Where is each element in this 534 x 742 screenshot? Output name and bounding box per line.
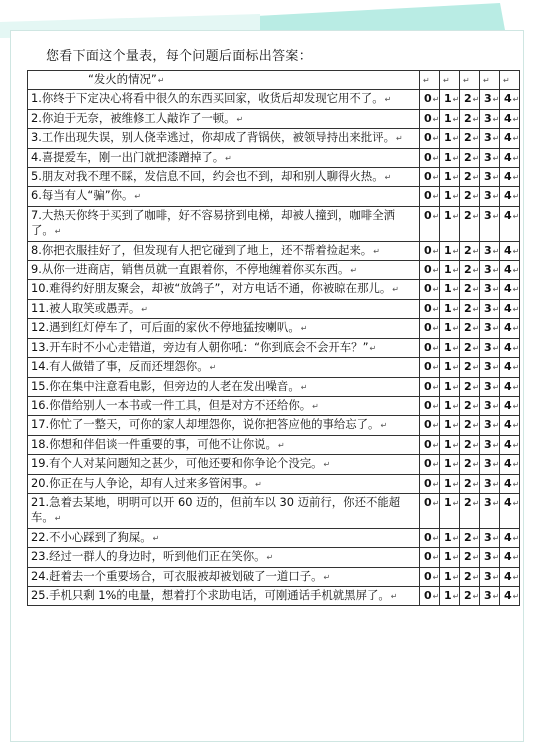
score-option-2[interactable]: 2↵ xyxy=(460,377,480,396)
question-row xyxy=(28,206,520,241)
score-option-4[interactable]: 4↵ xyxy=(500,319,520,338)
score-option-0[interactable]: 0↵ xyxy=(420,280,440,299)
score-option-2[interactable]: 2↵ xyxy=(460,129,480,148)
score-option-2[interactable]: 2↵ xyxy=(460,455,480,474)
score-option-4[interactable]: 4↵ xyxy=(500,358,520,377)
score-option-1[interactable]: 1↵ xyxy=(440,474,460,493)
score-option-3[interactable]: 3↵ xyxy=(480,168,500,187)
score-option-2[interactable]: 2↵ xyxy=(460,187,480,206)
score-option-4[interactable]: 4↵ xyxy=(500,299,520,318)
question-row xyxy=(28,567,520,586)
score-option-1[interactable]: 1↵ xyxy=(440,319,460,338)
score-option-0[interactable]: 0↵ xyxy=(420,455,440,474)
score-option-3[interactable]: 3↵ xyxy=(480,377,500,396)
header-empty-cell: ↵ xyxy=(420,71,440,90)
score-option-3[interactable]: 3↵ xyxy=(480,416,500,435)
question-text: 5.朋友对我不理不睬，发信息不回，约会也不到，却和别人聊得火热。↵ xyxy=(28,168,420,187)
question-row xyxy=(28,455,520,474)
score-option-3[interactable]: 3↵ xyxy=(480,455,500,474)
score-option-1[interactable]: 1↵ xyxy=(440,586,460,605)
score-option-0[interactable]: 0↵ xyxy=(420,187,440,206)
score-option-1[interactable]: 1↵ xyxy=(440,416,460,435)
anger-scale-table xyxy=(27,70,520,606)
score-option-1[interactable]: 1↵ xyxy=(440,435,460,454)
question-text: 16.你借给别人一本书或一件工具，但是对方不还给你。↵ xyxy=(28,396,420,415)
score-option-4[interactable]: 4↵ xyxy=(500,474,520,493)
question-row xyxy=(28,129,520,148)
score-option-1[interactable]: 1↵ xyxy=(440,168,460,187)
score-option-3[interactable]: 3↵ xyxy=(480,148,500,167)
score-option-2[interactable]: 2↵ xyxy=(460,567,480,586)
score-option-4[interactable]: 4↵ xyxy=(500,455,520,474)
score-option-1[interactable]: 1↵ xyxy=(440,493,460,528)
score-option-0[interactable]: 0↵ xyxy=(420,474,440,493)
score-option-2[interactable]: 2↵ xyxy=(460,261,480,280)
score-option-4[interactable]: 4↵ xyxy=(500,109,520,128)
score-option-1[interactable]: 1↵ xyxy=(440,148,460,167)
question-text: 4.喜提爱车，刚一出门就把漆蹭掉了。↵ xyxy=(28,148,420,167)
score-option-0[interactable]: 0↵ xyxy=(420,241,440,260)
question-text: 10.难得约好朋友聚会，却被“放鸽子”，对方电话不通，你被晾在那儿。↵ xyxy=(28,280,420,299)
score-option-1[interactable]: 1↵ xyxy=(440,280,460,299)
score-option-4[interactable]: 4↵ xyxy=(500,129,520,148)
score-option-1[interactable]: 1↵ xyxy=(440,377,460,396)
score-option-0[interactable]: 0↵ xyxy=(420,168,440,187)
question-row xyxy=(28,528,520,547)
table-header-row xyxy=(28,71,520,90)
question-row xyxy=(28,416,520,435)
score-option-1[interactable]: 1↵ xyxy=(440,567,460,586)
score-option-4[interactable]: 4↵ xyxy=(500,168,520,187)
score-option-3[interactable]: 3↵ xyxy=(480,493,500,528)
score-option-0[interactable]: 0↵ xyxy=(420,358,440,377)
score-option-0[interactable]: 0↵ xyxy=(420,493,440,528)
score-option-3[interactable]: 3↵ xyxy=(480,206,500,241)
question-row xyxy=(28,168,520,187)
score-option-4[interactable]: 4↵ xyxy=(500,187,520,206)
score-option-2[interactable]: 2↵ xyxy=(460,493,480,528)
score-option-1[interactable]: 1↵ xyxy=(440,396,460,415)
score-option-2[interactable]: 2↵ xyxy=(460,358,480,377)
score-option-1[interactable]: 1↵ xyxy=(440,261,460,280)
score-option-3[interactable]: 3↵ xyxy=(480,109,500,128)
question-text: 9.从你一进商店，销售员就一直跟着你，不停地缠着你买东西。↵ xyxy=(28,261,420,280)
header-empty-cell: ↵ xyxy=(440,71,460,90)
score-option-2[interactable]: 2↵ xyxy=(460,206,480,241)
score-option-0[interactable]: 0↵ xyxy=(420,528,440,547)
score-option-0[interactable]: 0↵ xyxy=(420,109,440,128)
score-option-0[interactable]: 0↵ xyxy=(420,377,440,396)
score-option-3[interactable]: 3↵ xyxy=(480,90,500,109)
score-option-1[interactable]: 1↵ xyxy=(440,528,460,547)
score-option-0[interactable]: 0↵ xyxy=(420,416,440,435)
score-option-1[interactable]: 1↵ xyxy=(440,129,460,148)
score-option-0[interactable]: 0↵ xyxy=(420,319,440,338)
score-option-0[interactable]: 0↵ xyxy=(420,338,440,357)
question-text: 7.大热天你终于买到了咖啡，好不容易挤到电梯，却被人撞到，咖啡全洒了。↵ xyxy=(28,206,420,241)
question-text: 15.你在集中注意看电影，但旁边的人老在发出噪音。↵ xyxy=(28,377,420,396)
score-option-1[interactable]: 1↵ xyxy=(440,90,460,109)
score-option-3[interactable]: 3↵ xyxy=(480,338,500,357)
score-option-4[interactable]: 4↵ xyxy=(500,493,520,528)
header-empty-cell: ↵ xyxy=(480,71,500,90)
score-option-2[interactable]: 2↵ xyxy=(460,90,480,109)
score-option-4[interactable]: 4↵ xyxy=(500,435,520,454)
score-option-3[interactable]: 3↵ xyxy=(480,299,500,318)
score-option-1[interactable]: 1↵ xyxy=(440,338,460,357)
score-option-2[interactable]: 2↵ xyxy=(460,528,480,547)
question-row xyxy=(28,261,520,280)
score-option-3[interactable]: 3↵ xyxy=(480,241,500,260)
question-text: 11.被人取笑或愚弄。↵ xyxy=(28,299,420,318)
score-option-3[interactable]: 3↵ xyxy=(480,435,500,454)
question-text: 12.遇到红灯停车了，可后面的家伙不停地猛按喇叭。↵ xyxy=(28,319,420,338)
score-option-2[interactable]: 2↵ xyxy=(460,435,480,454)
question-row xyxy=(28,299,520,318)
question-text: 25.手机只剩 1%的电量，想着打个求助电话，可刚通话手机就黑屏了。↵ xyxy=(28,586,420,605)
score-option-0[interactable]: 0↵ xyxy=(420,396,440,415)
score-option-4[interactable]: 4↵ xyxy=(500,148,520,167)
score-option-4[interactable]: 4↵ xyxy=(500,241,520,260)
question-text: 13.开车时不小心走错道，旁边有人朝你吼：“你到底会不会开车？”↵ xyxy=(28,338,420,357)
question-text: 19.有个人对某问题知之甚少，可他还要和你争论个没完。↵ xyxy=(28,455,420,474)
score-option-2[interactable]: 2↵ xyxy=(460,109,480,128)
question-text: 18.你想和伴侣谈一件重要的事，可他不让你说。↵ xyxy=(28,435,420,454)
question-row xyxy=(28,377,520,396)
score-option-0[interactable]: 0↵ xyxy=(420,299,440,318)
question-row xyxy=(28,187,520,206)
score-option-1[interactable]: 1↵ xyxy=(440,109,460,128)
score-option-1[interactable]: 1↵ xyxy=(440,455,460,474)
score-option-3[interactable]: 3↵ xyxy=(480,358,500,377)
score-option-3[interactable]: 3↵ xyxy=(480,548,500,567)
score-option-3[interactable]: 3↵ xyxy=(480,280,500,299)
question-text: 22.不小心踩到了狗屎。↵ xyxy=(28,528,420,547)
score-option-4[interactable]: 4↵ xyxy=(500,548,520,567)
score-option-1[interactable]: 1↵ xyxy=(440,358,460,377)
score-option-1[interactable]: 1↵ xyxy=(440,548,460,567)
question-row xyxy=(28,586,520,605)
question-text: 23.经过一群人的身边时，听到他们正在笑你。↵ xyxy=(28,548,420,567)
question-row xyxy=(28,109,520,128)
score-option-2[interactable]: 2↵ xyxy=(460,586,480,605)
score-option-4[interactable]: 4↵ xyxy=(500,396,520,415)
question-text: 3.工作出现失误，别人侥幸逃过，你却成了背锅侠，被领导持出来批评。↵ xyxy=(28,129,420,148)
score-option-0[interactable]: 0↵ xyxy=(420,90,440,109)
header-empty-cell: ↵ xyxy=(500,71,520,90)
score-option-4[interactable]: 4↵ xyxy=(500,377,520,396)
score-option-2[interactable]: 2↵ xyxy=(460,280,480,299)
score-option-4[interactable]: 4↵ xyxy=(500,206,520,241)
question-row xyxy=(28,396,520,415)
score-option-3[interactable]: 3↵ xyxy=(480,187,500,206)
score-option-0[interactable]: 0↵ xyxy=(420,129,440,148)
question-text: 20.你正在与人争论，却有人过来多管闲事。↵ xyxy=(28,474,420,493)
score-option-4[interactable]: 4↵ xyxy=(500,261,520,280)
question-row xyxy=(28,319,520,338)
question-text: 14.有人做错了事，反而还埋怨你。↵ xyxy=(28,358,420,377)
score-option-3[interactable]: 3↵ xyxy=(480,567,500,586)
score-option-1[interactable]: 1↵ xyxy=(440,241,460,260)
score-option-0[interactable]: 0↵ xyxy=(420,548,440,567)
score-option-1[interactable]: 1↵ xyxy=(440,187,460,206)
question-text: 21.急着去某地，明明可以开 60 迈的，但前车以 30 迈前行，你还不能超车。↵ xyxy=(28,493,420,528)
score-option-4[interactable]: 4↵ xyxy=(500,280,520,299)
header-empty-cell: ↵ xyxy=(460,71,480,90)
question-row xyxy=(28,280,520,299)
score-option-2[interactable]: 2↵ xyxy=(460,416,480,435)
score-option-2[interactable]: 2↵ xyxy=(460,338,480,357)
score-option-4[interactable]: 4↵ xyxy=(500,416,520,435)
question-row xyxy=(28,493,520,528)
question-text: 8.你把衣服挂好了，但发现有人把它碰到了地上，还不帮着捡起来。↵ xyxy=(28,241,420,260)
score-option-3[interactable]: 3↵ xyxy=(480,396,500,415)
question-row xyxy=(28,338,520,357)
score-option-0[interactable]: 0↵ xyxy=(420,435,440,454)
score-option-2[interactable]: 2↵ xyxy=(460,396,480,415)
score-option-0[interactable]: 0↵ xyxy=(420,148,440,167)
intro-text: 您看下面这个量表，每个问题后面标出答案： xyxy=(46,49,313,64)
score-option-2[interactable]: 2↵ xyxy=(460,548,480,567)
question-text: 2.你迫于无奈，被维修工人敲诈了一顿。↵ xyxy=(28,109,420,128)
score-option-4[interactable]: 4↵ xyxy=(500,567,520,586)
question-row xyxy=(28,435,520,454)
question-row xyxy=(28,358,520,377)
score-option-4[interactable]: 4↵ xyxy=(500,586,520,605)
question-text: 24.赶着去一个重要场合，可衣服被却被划破了一道口子。↵ xyxy=(28,567,420,586)
score-option-2[interactable]: 2↵ xyxy=(460,319,480,338)
score-option-3[interactable]: 3↵ xyxy=(480,261,500,280)
score-option-0[interactable]: 0↵ xyxy=(420,567,440,586)
score-option-3[interactable]: 3↵ xyxy=(480,586,500,605)
score-option-1[interactable]: 1↵ xyxy=(440,206,460,241)
question-row xyxy=(28,241,520,260)
question-row xyxy=(28,148,520,167)
question-row xyxy=(28,548,520,567)
score-option-0[interactable]: 0↵ xyxy=(420,586,440,605)
question-text: 1.你终于下定决心将看中很久的东西买回家，收货后却发现它用不了。↵ xyxy=(28,90,420,109)
score-option-3[interactable]: 3↵ xyxy=(480,129,500,148)
score-option-2[interactable]: 2↵ xyxy=(460,148,480,167)
score-option-3[interactable]: 3↵ xyxy=(480,528,500,547)
score-option-2[interactable]: 2↵ xyxy=(460,168,480,187)
score-option-1[interactable]: 1↵ xyxy=(440,299,460,318)
table-title: “发火的情况”↵ xyxy=(28,71,420,90)
score-option-3[interactable]: 3↵ xyxy=(480,474,500,493)
score-option-0[interactable]: 0↵ xyxy=(420,261,440,280)
question-row xyxy=(28,90,520,109)
score-option-2[interactable]: 2↵ xyxy=(460,241,480,260)
question-text: 6.每当有人“骗”你。↵ xyxy=(28,187,420,206)
score-option-2[interactable]: 2↵ xyxy=(460,474,480,493)
score-option-2[interactable]: 2↵ xyxy=(460,299,480,318)
score-option-4[interactable]: 4↵ xyxy=(500,338,520,357)
question-row xyxy=(28,474,520,493)
score-option-0[interactable]: 0↵ xyxy=(420,206,440,241)
score-option-4[interactable]: 4↵ xyxy=(500,528,520,547)
question-text: 17.你忙了一整天，可你的家人却埋怨你，说你把答应他的事给忘了。↵ xyxy=(28,416,420,435)
score-option-4[interactable]: 4↵ xyxy=(500,90,520,109)
score-option-3[interactable]: 3↵ xyxy=(480,319,500,338)
